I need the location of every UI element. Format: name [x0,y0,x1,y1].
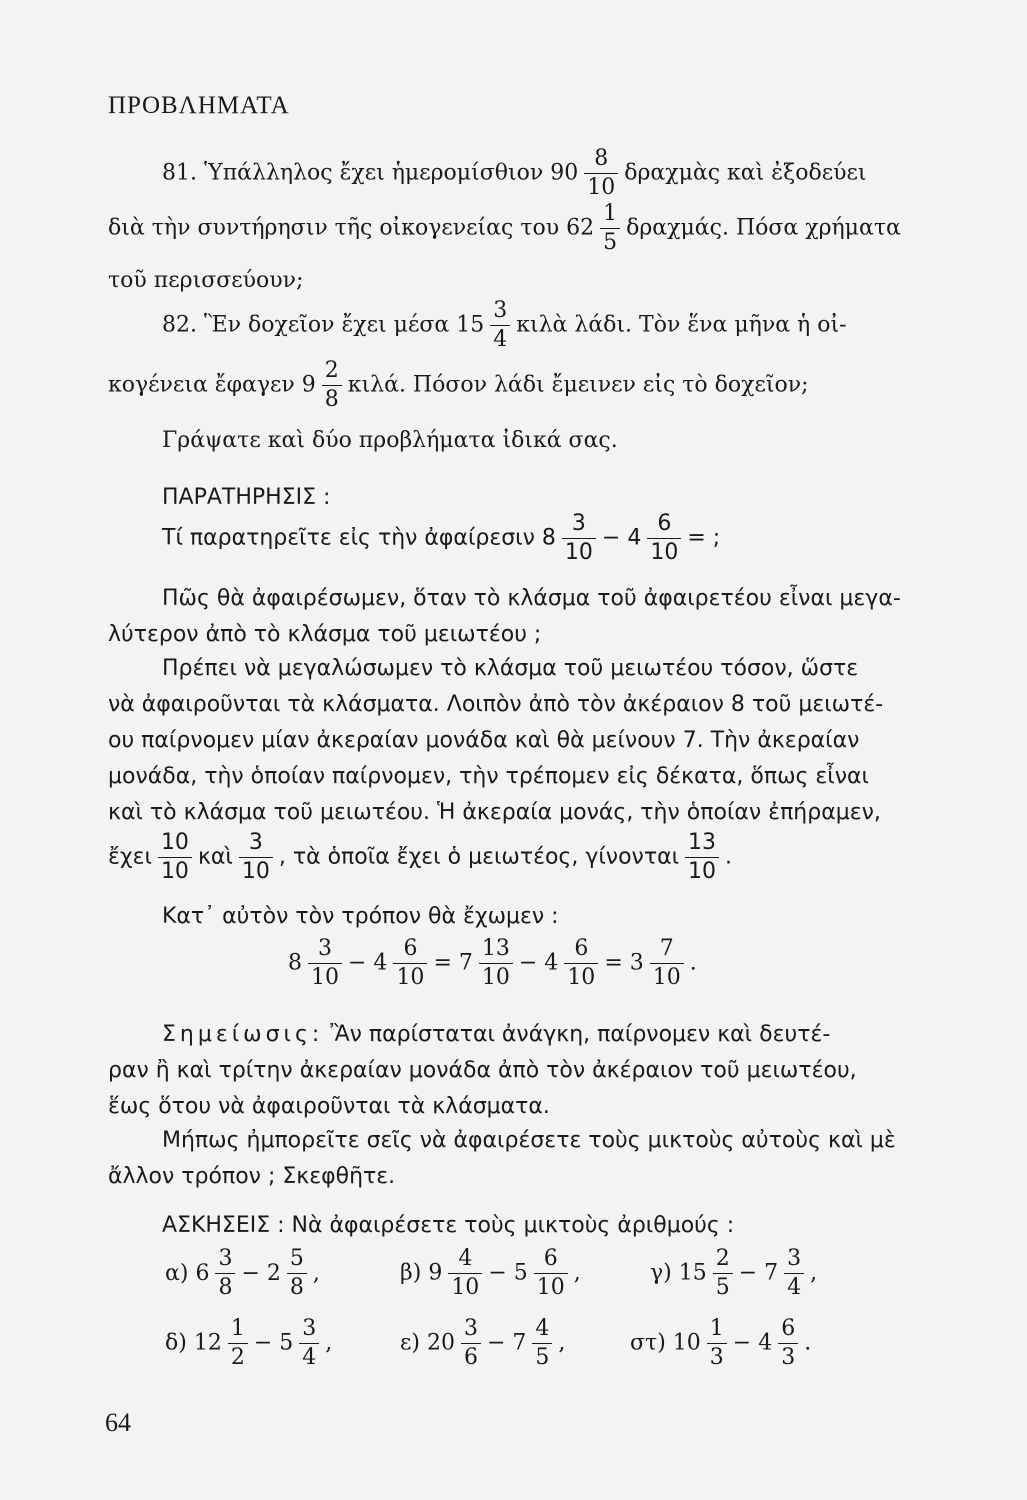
question-line: ἄλλον τρόπον ; Σκεφθῆτε. [108,1164,396,1189]
text: 81. Ὑπάλληλος ἔχει ἡμερομίσθιον 90 [162,160,579,186]
fraction: $\frac{3}{4}$ [490,300,510,351]
fraction: $\frac{3}{10}$ [239,832,273,883]
note-line: ραν ἢ καὶ τρίτην ἀκεραίαν μονάδα ἀπὸ τὸν ἀκέραιον τοῦ μειωτέου, [108,1058,857,1083]
remark-title: ΠΑΡΑΤΗΡΗΣΙΣ : [162,485,331,510]
remark-question [162,513,720,564]
paragraph-line: μονάδα, τὴν ὁποίαν παίρνομεν, τὴν τρέπομεν εἰς δέκατα, ὅπως εἶναι [108,764,869,789]
problem-82-line-1 [162,300,847,351]
paragraph-line: ου παίρνομεν μίαν ἀκεραίαν μονάδα καὶ θὰ μείνουν 7. Τὴν ἀκεραίαν [108,728,860,753]
fraction: $\frac{6}{10}$ [393,938,427,989]
text: δραχμάς. Πόσα χρήματα [626,215,901,241]
exercise-item: ε) 20 $\frac{3}{6}$ − 7 $\frac{4}{5}$ , [400,1316,566,1370]
note-line-1 [162,1022,830,1047]
problem-81-line-2 [108,203,901,254]
text: διὰ τὴν συντήρησιν τῆς οἰκογενείας του 62 [108,215,595,241]
exercise-item: α) 6 $\frac{3}{8}$ − 2 $\frac{5}{8}$ , [165,1246,320,1300]
text: κιλὰ λάδι. Τὸν ἕνα μῆνα ἡ οἰ- [516,312,847,338]
text: κιλά. Πόσον λάδι ἔμεινεν εἰς τὸ δοχεῖον; [347,372,809,398]
note-label: Σημείωσις: [162,1022,324,1047]
fraction: $\frac{1}{5}$ [600,203,620,254]
problem-81-line-3: τοῦ περισσεύουν; [108,268,304,293]
text: = ; [687,525,721,551]
text: 82. Ἓν δοχεῖον ἔχει μέσα 15 [162,312,485,338]
fraction: $\frac{10}{10}$ [158,832,192,883]
exercise-item: γ) 15 $\frac{2}{5}$ − 7 $\frac{3}{4}$ , [650,1246,818,1300]
fraction: $\frac{3}{10}$ [562,513,596,564]
text: − 4 [601,525,642,551]
paragraph-line: καὶ τὸ κλάσμα τοῦ μειωτέου. Ἡ ἀκεραία μονάς, τὴν ὁποίαν ἐπήραμεν, [108,800,881,825]
text: δραχμὰς καὶ ἐξοδεύει [624,160,867,186]
fraction: $\frac{2}{8}$ [322,360,342,411]
text: ἔχει [108,844,152,870]
write-own-problems: Γράψατε καὶ δύο προβλήματα ἰδικά σας. [162,428,618,453]
problem-81-line-1 [162,148,867,199]
fraction: $\frac{8}{10}$ [584,148,618,199]
exercise-item: στ) 10 $\frac{1}{3}$ − 4 $\frac{6}{3}$ . [630,1316,812,1370]
page-number: 64 [105,1408,131,1437]
worked-equation: 8 $\frac{3}{10}$ − 4 $\frac{6}{10}$ = 7 $\frac{13}{10}$ − 4 $\frac{6}{10}$ = 3 $\frac{7}{10}$ . [288,936,697,990]
paragraph-line: Πῶς θὰ ἀφαιρέσωμεν, ὅταν τὸ κλάσμα τοῦ ἀφαιρετέου εἶναι μεγα- [162,586,901,611]
fraction: $\frac{7}{10}$ [650,938,684,989]
fraction: $\frac{13}{10}$ [685,832,719,883]
fraction: $\frac{13}{10}$ [479,938,513,989]
text: κογένεια ἔφαγεν 9 [108,372,316,398]
page-heading: ΠΡΟΒΛΗΜΑΤΑ [108,92,290,119]
question-line: Μήπως ἠμπορεῖτε σεῖς νὰ ἀφαιρέσετε τοὺς μικτοὺς αὐτοὺς καὶ μὲ [162,1128,896,1153]
exercise-item: δ) 12 $\frac{1}{2}$ − 5 $\frac{3}{4}$ , [165,1316,333,1370]
problem-82-line-2 [108,360,809,411]
fraction: $\frac{6}{10}$ [564,938,598,989]
note-line: ἕως ὅτου νὰ ἀφαιροῦνται τὰ κλάσματα. [108,1094,550,1119]
exercises-title: ΑΣΚΗΣΕΙΣ : Νὰ ἀφαιρέσετε τοὺς μικτοὺς ἀριθμούς : [162,1213,735,1238]
paragraph-line: Πρέπει νὰ μεγαλώσωμεν τὸ κλάσμα τοῦ μειωτέου τόσον, ὥστε [162,656,859,681]
text: Ἂν παρίσταται ἀνάγκη, παίρνομεν καὶ δευτέ- [330,1022,831,1047]
text: , τὰ ὁποῖα ἔχει ὁ μειωτέος, γίνονται [278,844,680,870]
method-intro: Κατ᾿ αὐτὸν τὸν τρόπον θὰ ἔχωμεν : [162,904,559,929]
fraction: $\frac{6}{10}$ [647,513,681,564]
exercise-item: β) 9 $\frac{4}{10}$ − 5 $\frac{6}{10}$ , [400,1246,581,1300]
paragraph-line: λύτερον ἀπὸ τὸ κλάσμα τοῦ μειωτέου ; [108,622,542,647]
text: Τί παρατηρεῖτε εἰς τὴν ἀφαίρεσιν 8 [162,525,556,551]
paragraph-line: νὰ ἀφαιροῦνται τὰ κλάσματα. Λοιπὸν ἀπὸ τὸν ἀκέραιον 8 τοῦ μειωτέ- [108,692,884,717]
text: καὶ [197,844,233,870]
text: . [725,844,733,870]
paragraph-line-fractions [108,832,732,883]
exercise-row-1 [165,1248,320,1299]
fraction: $\frac{3}{10}$ [308,938,342,989]
